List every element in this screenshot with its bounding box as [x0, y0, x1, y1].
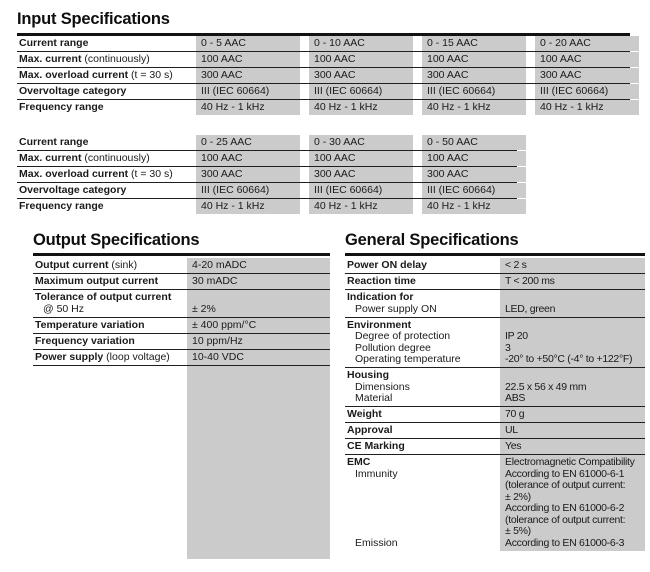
value-cell: 40 Hz - 1 kHz: [309, 199, 413, 214]
value-cell: 22.5 x 56 x 49 mm ABS: [500, 368, 645, 406]
value-cell: III (IEC 60664): [196, 84, 300, 99]
input-spec-table-2: [17, 135, 517, 214]
value-cell: III (IEC 60664): [422, 183, 526, 198]
value-cell: 30 mADC: [187, 274, 330, 289]
output-specifications-header: [33, 231, 330, 256]
row-label: Current range: [19, 37, 89, 49]
label-subline: Emission: [355, 536, 398, 549]
row-label: Overvoltage category: [19, 184, 127, 196]
output-specifications-title: Output Specifications: [33, 231, 200, 249]
spec-row-weight: [345, 407, 645, 423]
value-cell: Electromagnetic Compatibility According to EN 61000-6-1 (tolerance of output current: ± 2%) According to EN 61000-6-2 (tolerance of output current: ± 5%) According to EN 61000-6-3: [500, 455, 645, 551]
row-label: Current range: [19, 136, 89, 148]
value-cell: 100 AAC: [196, 151, 300, 166]
value-cell: 0 - 5 AAC: [196, 36, 300, 51]
label-subline: Power supply ON: [355, 302, 437, 315]
input-specifications-title: Input Specifications: [17, 10, 170, 28]
general-specifications-title: General Specifications: [345, 231, 519, 249]
value-cell: 0 - 15 AAC: [422, 36, 526, 51]
spec-row-temperature-variation: [33, 318, 330, 334]
value-cell: III (IEC 60664): [422, 84, 526, 99]
general-specifications-header: [345, 231, 645, 256]
spec-row-indication: [345, 290, 645, 318]
value-cell: ± 2%: [187, 290, 330, 317]
row-label: Overvoltage category: [19, 85, 127, 97]
label-note: (loop voltage): [103, 350, 170, 363]
value-cell: 0 - 25 AAC: [196, 135, 300, 150]
value-cell: T < 200 ms: [500, 274, 645, 289]
value-cell: 100 AAC: [422, 151, 526, 166]
value-cell: 100 AAC: [196, 52, 300, 67]
spec-row-frequency: [17, 199, 517, 214]
value-cell: LED, green: [500, 290, 645, 317]
value-cell: 0 - 50 AAC: [422, 135, 526, 150]
spec-row-max-overload: [17, 68, 630, 84]
spec-row-max-output-current: [33, 274, 330, 290]
value-cell: ± 400 ppm/°C: [187, 318, 330, 333]
value-cell: 40 Hz - 1 kHz: [422, 100, 526, 115]
row-label: Power ON delay: [347, 259, 427, 271]
label-subline: Operating temperature: [355, 353, 461, 365]
value-cell: 300 AAC: [309, 68, 413, 83]
value-cell: 100 AAC: [309, 151, 413, 166]
value-cell: 70 g: [500, 407, 645, 422]
row-label: EMC Immunity Emission: [345, 455, 500, 551]
spec-row-power-on-delay: [345, 258, 645, 274]
value-cell: < 2 s: [500, 258, 645, 273]
value-cell: 0 - 30 AAC: [309, 135, 413, 150]
value-cell: 4-20 mADC: [187, 258, 330, 273]
input-specifications-header: [17, 8, 630, 36]
label-note: (t = 30 s): [128, 69, 173, 81]
row-label: Indication for Power supply ON: [345, 290, 500, 317]
row-label: Frequency variation: [35, 334, 135, 347]
spec-row-max-current: [17, 151, 517, 167]
row-label: CE Marking: [347, 440, 405, 452]
spec-row-current-range: [17, 135, 517, 151]
value-cell: 0 - 10 AAC: [309, 36, 413, 51]
value-cell: III (IEC 60664): [535, 84, 639, 99]
value-cell: 300 AAC: [196, 167, 300, 182]
input-spec-table-1: [17, 36, 630, 115]
output-spec-table: [33, 258, 330, 559]
value-cell: III (IEC 60664): [309, 183, 413, 198]
label-subline: Dimensions: [355, 380, 410, 393]
value-cell: 40 Hz - 1 kHz: [196, 199, 300, 214]
value-cell: 300 AAC: [309, 167, 413, 182]
spec-row-emc: [345, 455, 645, 551]
value-cell: 40 Hz - 1 kHz: [309, 100, 413, 115]
general-spec-table: [345, 258, 645, 551]
row-label: Reaction time: [347, 275, 416, 287]
spec-row-approval: [345, 423, 645, 439]
value-cell: 40 Hz - 1 kHz: [535, 100, 639, 115]
value-cell: IP 20 3 -20° to +50°C (-4° to +122°F): [500, 318, 645, 368]
row-label: Weight: [347, 408, 382, 420]
spec-row-current-range: [17, 36, 630, 52]
value-cell: 40 Hz - 1 kHz: [196, 100, 300, 115]
spec-row-frequency: [17, 100, 630, 115]
row-label: Tolerance of output current @ 50 Hz: [33, 290, 187, 317]
value-cell: 0 - 20 AAC: [535, 36, 639, 51]
row-label: Max. overload current (t = 30 s): [19, 168, 173, 180]
spec-row-overvoltage: [17, 183, 517, 199]
value-cell: 300 AAC: [535, 68, 639, 83]
value-cell: 300 AAC: [422, 167, 526, 182]
row-label: Max. overload current (t = 30 s): [19, 69, 173, 81]
value-cell: 40 Hz - 1 kHz: [422, 199, 526, 214]
gray-filler-area: [33, 366, 330, 559]
spec-row-ce-marking: [345, 439, 645, 455]
value-cell: 100 AAC: [535, 52, 639, 67]
row-label: Approval: [347, 424, 393, 436]
row-label: Housing Dimensions Material: [345, 368, 500, 406]
value-cell: 10 ppm/Hz: [187, 334, 330, 349]
row-label: Max. current (continuously): [19, 53, 150, 65]
spec-row-power-supply: [33, 350, 330, 366]
value-cell: 10-40 VDC: [187, 350, 330, 365]
value-cell: 300 AAC: [422, 68, 526, 83]
spec-row-reaction-time: [345, 274, 645, 290]
spec-row-max-current: [17, 52, 630, 68]
row-label: Frequency range: [19, 200, 104, 212]
row-label: Power supply (loop voltage): [35, 350, 170, 363]
label-note: (continuously): [81, 53, 150, 65]
row-label: Maximum output current: [35, 275, 159, 287]
spec-row-housing: [345, 368, 645, 407]
value-cell: UL: [500, 423, 645, 438]
value-cell: 300 AAC: [196, 68, 300, 83]
gray-filler-cell: [187, 366, 330, 559]
spec-row-output-current: [33, 258, 330, 274]
label-subline: Pollution degree: [355, 341, 431, 354]
label-subline: @ 50 Hz: [43, 302, 85, 315]
value-cell: III (IEC 60664): [309, 84, 413, 99]
label-note: (sink): [108, 259, 138, 271]
label-subline: Degree of protection: [355, 330, 451, 342]
spec-row-environment: [345, 318, 645, 369]
spec-row-overvoltage: [17, 84, 630, 100]
label-subline: Material: [355, 392, 393, 404]
row-label: Frequency range: [19, 101, 104, 113]
row-label: Environment Degree of protection Pollution degree Operating temperature: [345, 318, 500, 368]
row-label: Temperature variation: [35, 318, 145, 331]
label-note: (continuously): [81, 152, 150, 164]
value-cell: III (IEC 60664): [196, 183, 300, 198]
row-label: Max. current (continuously): [19, 152, 150, 164]
label-note: (t = 30 s): [128, 168, 173, 180]
spec-row-max-overload: [17, 167, 517, 183]
value-cell: 100 AAC: [422, 52, 526, 67]
value-cell: 100 AAC: [309, 52, 413, 67]
value-cell: Yes: [500, 439, 645, 454]
spec-row-frequency-variation: [33, 334, 330, 350]
label-subline: Immunity: [355, 467, 398, 480]
row-label: Output current (sink): [35, 259, 138, 271]
spec-row-tolerance: [33, 290, 330, 318]
